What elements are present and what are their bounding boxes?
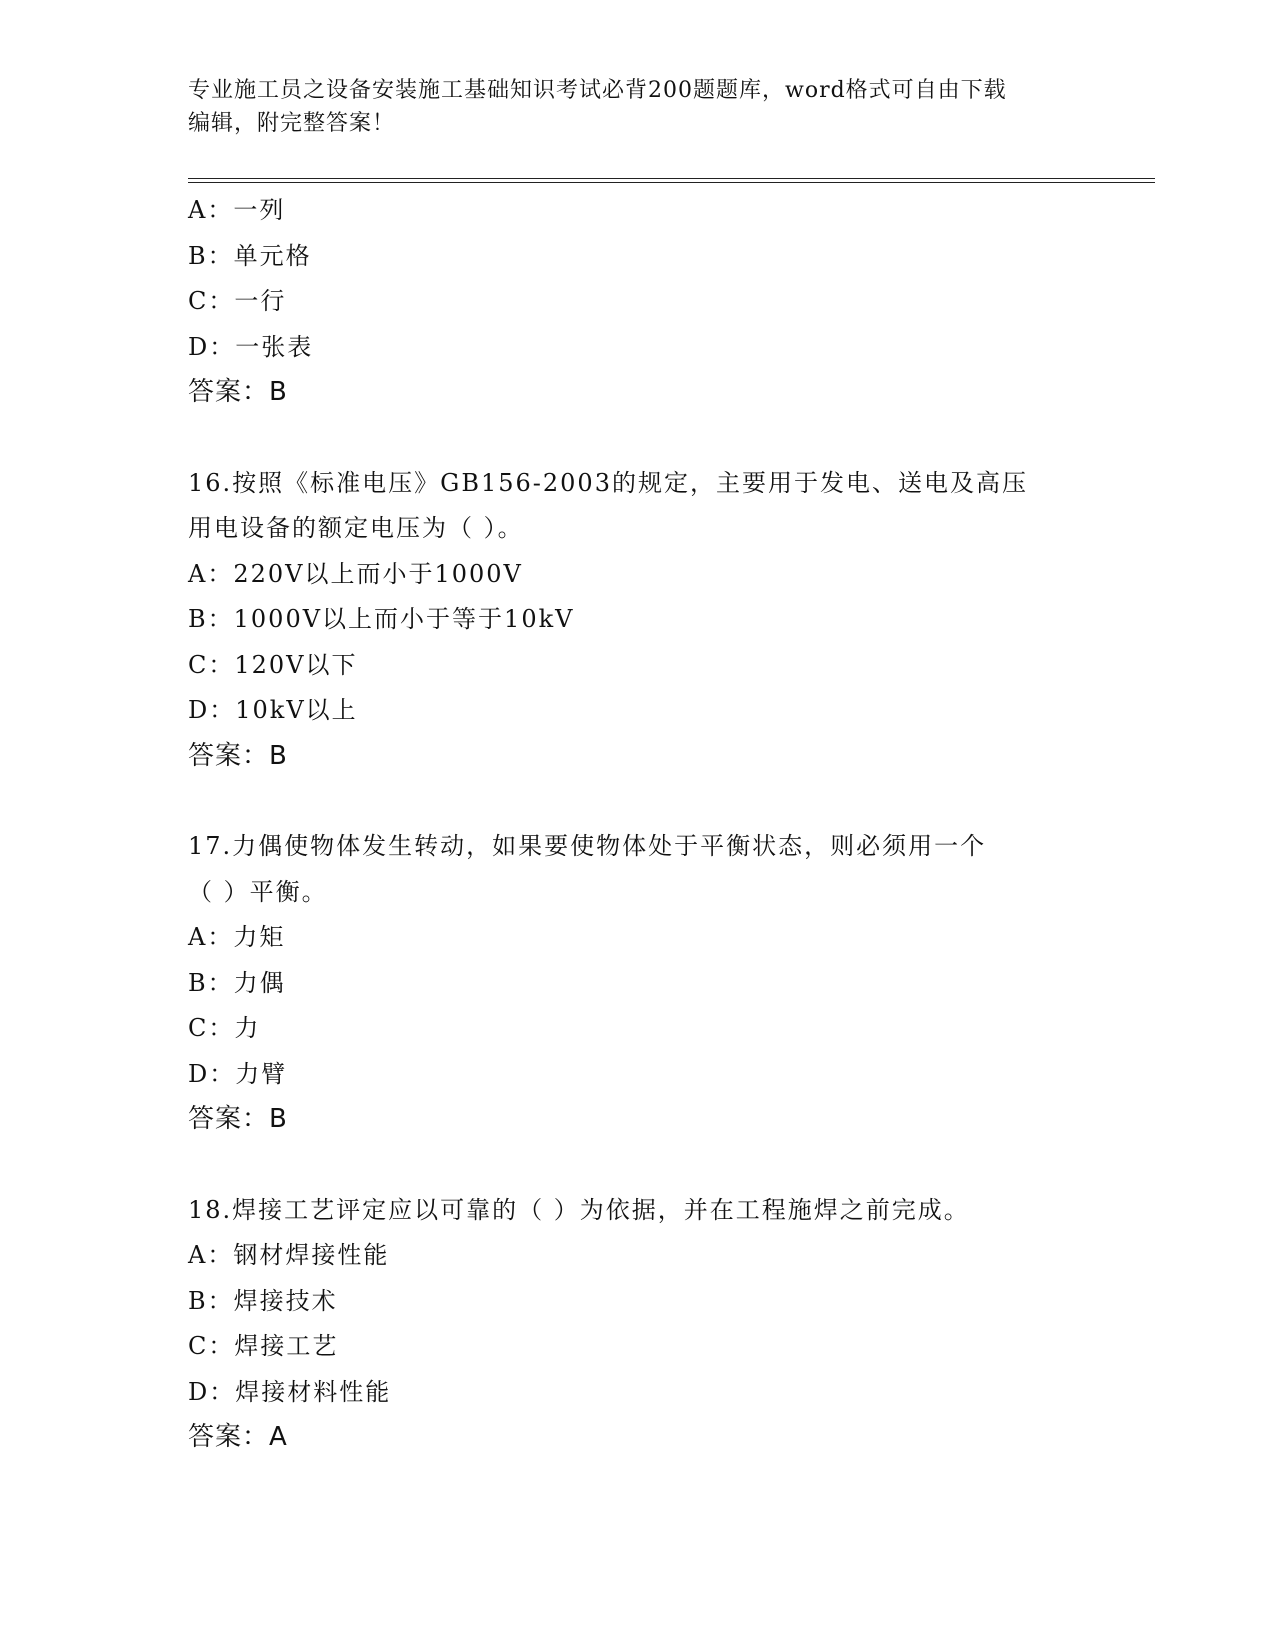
option-a: A：220V以上而小于1000V	[188, 559, 523, 588]
option-d: D：力臂	[188, 1059, 288, 1088]
question-block-16	[188, 461, 1088, 780]
option-a: A：力矩	[188, 923, 286, 951]
option-c: C：120V以下	[188, 650, 358, 679]
option-b: B：焊接技术	[188, 1286, 338, 1315]
question-text-line-1: 17.力偶使物体发生转动，如果要使物体处于平衡状态，则必须用一个	[188, 832, 987, 860]
option-b: B：1000V以上而小于等于10kV	[188, 605, 575, 633]
question-block-18	[188, 1188, 1088, 1461]
question-text-line-2: 用电设备的额定电压为（ ）。	[188, 514, 524, 542]
option-b: B：力偶	[188, 968, 286, 997]
answer-line: 答案：B	[188, 740, 288, 771]
question-list	[188, 188, 1088, 1461]
option-c: C：力	[188, 1014, 261, 1042]
question-text-line-1: 16.按照《标准电压》GB156-2003的规定，主要用于发电、送电及高压	[188, 468, 1028, 497]
question-block-15	[188, 188, 1088, 416]
document-header	[188, 74, 1088, 140]
question-text-line-2: （ ）平衡。	[188, 877, 328, 906]
option-d: D：一张表	[188, 332, 314, 361]
question-spacer	[188, 416, 1088, 461]
question-spacer	[188, 779, 1088, 824]
option-c: C：一行	[188, 287, 287, 315]
answer-line: 答案：B	[188, 1104, 288, 1134]
option-d: D：焊接材料性能	[188, 1377, 392, 1406]
option-b: B：单元格	[188, 241, 312, 270]
option-a: A：钢材焊接性能	[188, 1241, 390, 1269]
answer-line: 答案：A	[188, 1422, 288, 1452]
question-block-17	[188, 824, 1088, 1143]
option-c: C：焊接工艺	[188, 1332, 339, 1360]
answer-line: 答案：B	[188, 377, 288, 407]
header-title-line-1: 专业施工员之设备安装施工基础知识考试必背200题题库，word格式可自由下载	[188, 78, 1007, 103]
question-spacer	[188, 1143, 1088, 1188]
header-double-rule	[188, 178, 1155, 183]
question-text-line-1: 18.焊接工艺评定应以可靠的（ ）为依据，并在工程施焊之前完成。	[188, 1195, 970, 1224]
option-d: D：10kV以上	[188, 696, 358, 724]
header-title-line-2: 编辑，附完整答案！	[188, 111, 396, 136]
option-a: A：一列	[188, 196, 286, 224]
